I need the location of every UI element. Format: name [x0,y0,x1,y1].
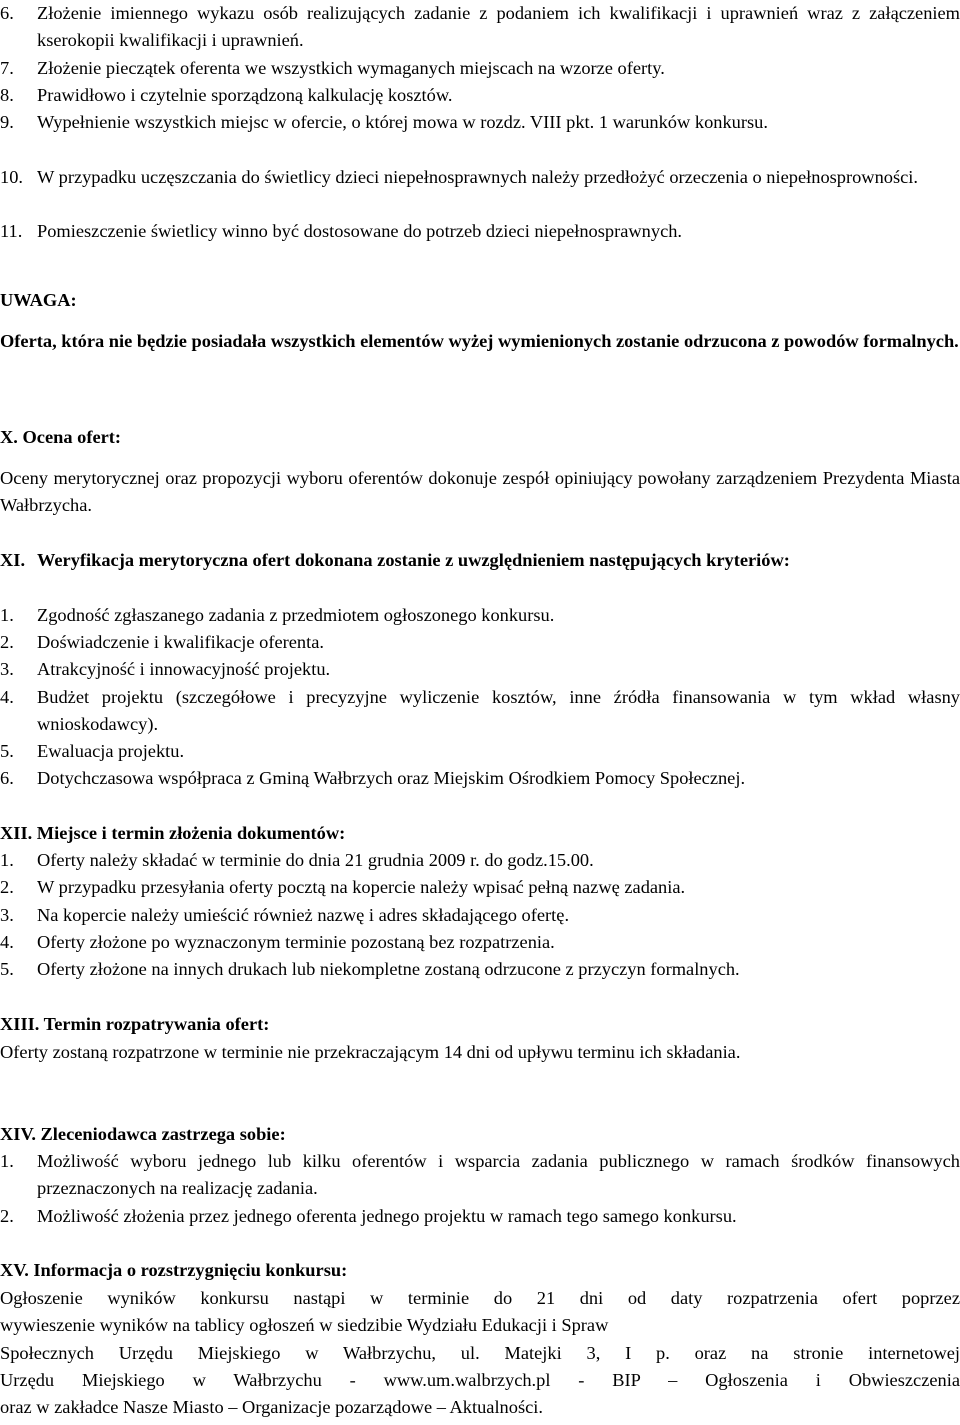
list-item-number: 8. [0,85,14,105]
list-item [0,847,960,874]
list-item-number: 1. [0,1151,14,1171]
section-xiii-heading: XIII. Termin rozpatrywania ofert: [0,1014,270,1034]
list-item [0,684,960,739]
list-item-number: 7. [0,58,14,78]
list-item-text: Możliwość złożenia przez jednego oferenta jednego projektu w ramach tego samego konkursu. [37,1206,737,1226]
list-item-text: W przypadku uczęszczania do świetlicy dzieci niepełnosprawnych należy przedłożyć orzeczenia o niepełnosprowności. [37,167,919,187]
list-item-number: 3. [0,905,14,925]
list-item-number: 5. [0,959,14,979]
list-item-number: 11. [0,221,23,241]
section-xv-heading: XV. Informacja o rozstrzygnięciu konkursu: [0,1260,348,1280]
list-item [0,82,960,109]
list-item [0,164,960,191]
list-item-text: Na kopercie należy umieścić również nazwę i adres składającego ofertę. [37,905,570,925]
section-x-heading: X. Ocena ofert: [0,427,122,447]
list-item-text: Złożenie imiennego wykazu osób realizujących zadanie z podaniem ich kwalifikacji i uprawnień wraz z załączeniem kserokopii kwalifikacji i uprawnień. [37,3,960,51]
list-item [0,1148,960,1203]
list-item-number: 4. [0,687,14,707]
section-xi-title: Weryfikacja merytoryczna ofert dokonana zostanie z uwzględnieniem następujących kryteriów: [37,550,790,570]
list-item-text: Ewaluacja projektu. [37,741,185,761]
section-xv-line: Ogłoszenie wyników konkursu nastąpi w terminie do 21 dni od daty rozpatrzenia ofert poprzez [0,1288,960,1308]
section-xi-number: XI. [0,550,26,570]
section-xv-line: oraz w zakładce Nasze Miasto – Organizacje pozarządowe – Aktualności. [0,1397,543,1417]
list-item-text: Wypełnienie wszystkich miejsc w ofercie, o której mowa w rozdz. VIII pkt. 1 warunków konkursu. [37,112,768,132]
uwaga-heading: UWAGA: [0,290,77,310]
list-item [0,874,960,901]
list-item-text: Atrakcyjność i innowacyjność projektu. [37,659,331,679]
list-item-text: Oferty złożone na innych drukach lub niekompletne zostaną odrzucone z przyczyn formalnych. [37,959,740,979]
list-item-number: 4. [0,932,14,952]
list-item-text: Doświadczenie i kwalifikacje oferenta. [37,632,324,652]
list-item [0,602,960,629]
section-xv-line: Społecznych Urzędu Miejskiego w Wałbrzychu, ul. Matejki 3, I p. oraz na stronie internetowej [0,1343,960,1363]
list-item-number: 2. [0,632,14,652]
list-item [0,956,960,983]
section-xiii-text: Oferty zostaną rozpatrzone w terminie nie przekraczającym 14 dni od upływu terminu ich składania. [0,1042,741,1062]
list-item-number: 5. [0,741,14,761]
list-item-text: Budżet projektu (szczegółowe i precyzyjne wyliczenie kosztów, inne źródła finansowania w tym wkład własny wnioskodawcy). [37,687,960,735]
list-item [0,629,960,656]
list-item [0,109,960,136]
list-item-number: 1. [0,850,14,870]
list-item [0,765,960,792]
section-x-text: Oceny merytorycznej oraz propozycji wyboru oferentów dokonuje zespół opiniujący powołany zarządzeniem Prezydenta Miasta Wałbrzycha. [0,468,960,516]
list-item-number: 9. [0,112,14,132]
list-item-text: Oferty złożone po wyznaczonym terminie pozostaną bez rozpatrzenia. [37,932,555,952]
list-item-text: Złożenie pieczątek oferenta we wszystkich wymaganych miejscach na wzorze oferty. [37,58,665,78]
list-item [0,656,960,683]
list-item [0,929,960,956]
list-item [0,902,960,929]
list-item [0,0,960,55]
list-item [0,1203,960,1230]
list-item [0,218,960,245]
section-xv-line: wywieszenie wyników na tablicy ogłoszeń w siedzibie Wydziału Edukacji i Spraw [0,1315,609,1335]
list-item-text: Oferty należy składać w terminie do dnia 21 grudnia 2009 r. do godz.15.00. [37,850,594,870]
list-item-text: Możliwość wyboru jednego lub kilku oferentów i wsparcia zadania publicznego w ramach środków finansowych przeznaczonych na realizację zadania. [37,1151,960,1199]
uwaga-text: Oferta, która nie będzie posiadała wszystkich elementów wyżej wymienionych zostanie odrzucona z powodów formalnych. [0,331,959,351]
list-item-text: Prawidłowo i czytelnie sporządzoną kalkulację kosztów. [37,85,453,105]
list-item [0,738,960,765]
list-item-number: 2. [0,1206,14,1226]
list-item-number: 10. [0,167,23,187]
list-item-number: 6. [0,768,14,788]
section-xi-heading [0,547,960,574]
section-xii-heading: XII. Miejsce i termin złożenia dokumentów: [0,823,346,843]
section-xv-line: Urzędu Miejskiego w Wałbrzychu - www.um.walbrzych.pl - BIP – Ogłoszenia i Obwieszczenia [0,1370,960,1390]
list-item-number: 3. [0,659,14,679]
list-item-text: Dotychczasowa współpraca z Gminą Wałbrzych oraz Miejskim Ośrodkiem Pomocy Społecznej. [37,768,746,788]
list-item-number: 1. [0,605,14,625]
section-xiv-heading: XIV. Zleceniodawca zastrzega sobie: [0,1124,286,1144]
list-item-number: 2. [0,877,14,897]
list-item-text: Pomieszczenie świetlicy winno być dostosowane do potrzeb dzieci niepełnosprawnych. [37,221,683,241]
list-item-number: 6. [0,3,14,23]
list-item-text: W przypadku przesyłania oferty pocztą na kopercie należy wpisać pełną nazwę zadania. [37,877,686,897]
list-item-text: Zgodność zgłaszanego zadania z przedmiotem ogłoszonego konkursu. [37,605,555,625]
list-item [0,55,960,82]
